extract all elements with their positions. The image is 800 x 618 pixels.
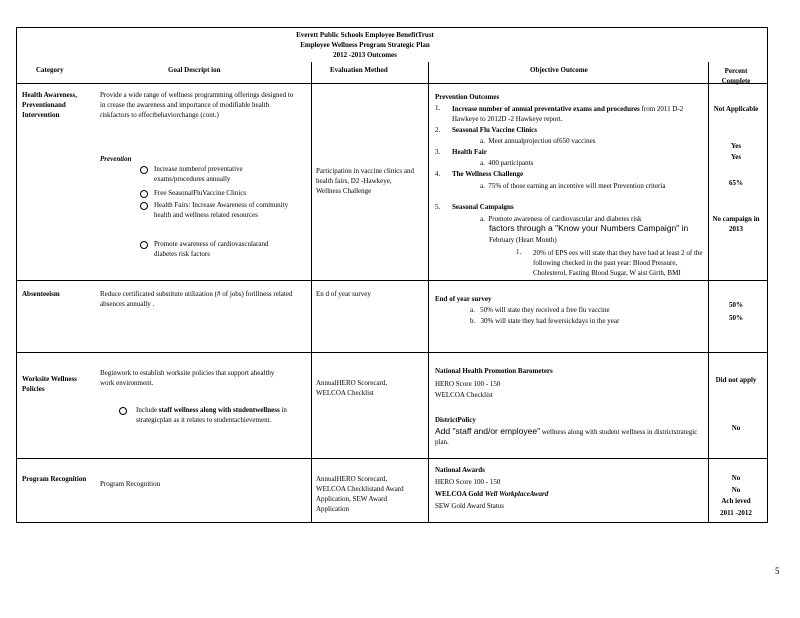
col-divider-eval xyxy=(311,62,312,523)
pct-health-2b: Yes xyxy=(730,153,742,161)
category-worksite: Worksite Wellness Policies xyxy=(22,375,77,393)
header-objective: Objective Outcome xyxy=(530,66,588,74)
header-divider xyxy=(16,83,768,84)
header-goal: Goal Descript ion xyxy=(168,66,221,74)
goal-worksite-bullet: Include staff wellness along with studentwellness in strategicplan as it relates to studentachievement. xyxy=(136,406,287,424)
pct-health-2a: Yes xyxy=(730,142,742,150)
pct-worksite-b: No xyxy=(731,424,741,432)
evaluation-absenteeism: En d of year survey xyxy=(316,290,371,298)
obj-prevention-heading: Prevention Outcomes xyxy=(435,93,500,101)
header-category: Category xyxy=(36,66,64,74)
goal-bullet-4: Promote awareness of cardiovascularand diabetes risk factors xyxy=(154,240,269,258)
goal-recognition: Program Recognition xyxy=(100,480,161,488)
pct-absenteeism-a: 50% xyxy=(729,301,743,309)
obj-absenteeism-a: a. 50% will state they received a free flu vaccine xyxy=(470,306,610,314)
obj-recognition-sew: SEW Gold Award Status xyxy=(435,502,505,510)
page-number: 5 xyxy=(775,566,780,576)
obj-item-4a: a. 75% of those earning an incentive will meet Prevention criteria xyxy=(480,182,666,190)
prevention-label: Prevention xyxy=(100,155,132,163)
pct-health-4: No campaign in 2013 xyxy=(712,215,760,233)
table-bottom-border xyxy=(16,522,768,523)
pct-worksite-a: Did not apply xyxy=(715,376,757,384)
header-percent: Percent Complete xyxy=(721,67,751,85)
row-divider-3 xyxy=(16,458,768,459)
goal-absenteeism: Reduce certificated substitute utilization (# of jobs) forillness related absences annually . xyxy=(100,290,293,308)
obj-absenteeism-b: b. 30% will state they had fewersickdays in the year xyxy=(470,317,620,325)
title-line-1: Everett Public Schools Employee BenefitTrust xyxy=(296,31,434,39)
obj-worksite-heading: National Health Promotion Barometers xyxy=(435,367,553,375)
evaluation-health: Participation in vaccine clinics and health fairs, D2 -Hawkeye, Wellness Challenge xyxy=(316,167,414,195)
title-line-3: 2012 -2013 Outcomes xyxy=(333,51,397,59)
bullet-icon xyxy=(140,190,148,198)
table-left-border xyxy=(16,27,17,523)
evaluation-worksite: AnnualHERO Scorecard, WELCOA Checklist xyxy=(316,379,388,397)
col-divider-obj xyxy=(428,62,429,523)
row-divider-1 xyxy=(16,280,768,281)
obj-item-3: Health Fair xyxy=(452,148,487,156)
obj-recognition-hero: HERO Score 100 - 150 xyxy=(435,478,501,486)
obj-num-1: 1. xyxy=(435,104,441,112)
obj-item-5-big: factors through a "Know your Numbers Campaign" in xyxy=(489,223,689,233)
goal-bullet-2: Free SeasonalFluVaccine Clinics xyxy=(154,189,247,197)
bullet-icon xyxy=(119,407,127,415)
table-right-border xyxy=(767,27,768,523)
col-divider-pct xyxy=(708,62,709,523)
obj-item-2a: a. Meet annualprojection of650 vaccines xyxy=(480,137,596,145)
obj-item-4: The Wellness Challenge xyxy=(452,170,524,178)
obj-item-5-1: 20% of EPS ees will state that they have had at least 2 of the following checked in the past year: Blood Pressure, Cholesterol, Fasting Blood Sugar, W aist Girth, BMI xyxy=(533,249,703,277)
goal-bullet-1: Increase numberof preventative exams/procedures annually xyxy=(154,165,243,183)
bullet-icon xyxy=(140,166,148,174)
obj-item-5: Seasonal Campaigns xyxy=(452,203,514,211)
obj-absenteeism-heading: End of year survey xyxy=(435,295,492,303)
table-top-border xyxy=(16,27,768,28)
pct-health-1: Not Applicable xyxy=(713,105,759,113)
obj-num-2: 2. xyxy=(435,126,441,134)
document-title xyxy=(280,30,450,60)
obj-item-3a: a. 400 participants xyxy=(480,159,534,167)
row-divider-2 xyxy=(16,352,768,353)
obj-item-5c: February (Heart Month) xyxy=(489,236,557,244)
obj-num-4: 4. xyxy=(435,170,441,178)
goal-bullet-3: Health Fairs: Increase Awareness of community health and wellness related resources xyxy=(154,201,289,219)
pct-recognition-d: 2011 -2012 xyxy=(720,509,752,517)
goal-worksite: Beginwork to establish worksite policies that support ahealthy work environment. xyxy=(100,369,275,387)
obj-worksite-add: Add "staff and/or employee" wellness along with student wellness in districtstrategic plan. xyxy=(435,426,698,446)
title-line-2: Employee Wellness Program Strategic Plan xyxy=(300,41,430,49)
obj-item-1: Increase number of annual preventative exams and procedures from 2011 D-2 Hawkeye to 2012D -2 Hawkeye report. xyxy=(452,105,684,123)
obj-num-3: 3. xyxy=(435,148,441,156)
bullet-icon xyxy=(140,202,148,210)
pct-health-3: 65% xyxy=(729,179,743,187)
pct-absenteeism-b: 50% xyxy=(729,314,743,322)
obj-recognition-heading: National Awards xyxy=(435,466,485,474)
pct-recognition-b: No xyxy=(731,486,741,494)
goal-health-text: Provide a wide range of wellness programming offerings designed to in crease the awareness and importance of modifiable health riskfactors to effectbehaviorchange (cont.) xyxy=(100,91,294,119)
obj-item-5a: a. Promote awareness of cardiovascular and diabetes risk xyxy=(480,215,642,223)
obj-item-2: Seasonal Flu Vaccine Clinics xyxy=(452,126,537,134)
obj-num-5-1: 1. xyxy=(516,248,522,256)
pct-recognition-c: Ach ieved xyxy=(721,497,751,505)
category-recognition: Program Recognition xyxy=(22,475,87,483)
obj-worksite-hero: HERO Score 100 - 150 xyxy=(435,380,501,388)
obj-worksite-district: DistrictPolicy xyxy=(435,416,476,424)
bullet-icon xyxy=(140,241,148,249)
obj-num-5: 5. xyxy=(435,203,441,211)
pct-recognition-a: No xyxy=(731,474,741,482)
obj-recognition-welcoa: WELCOA Gold Well WorkplaceAward xyxy=(435,490,549,498)
header-evaluation: Evaluation Method xyxy=(330,66,388,74)
obj-worksite-welcoa: WELCOA Checklist xyxy=(435,391,493,399)
evaluation-recognition: AnnualHERO Scorecard, WELCOA Checklistand Award Application, SEW Award Application xyxy=(316,475,404,513)
category-absenteeism: Absenteeism xyxy=(22,290,60,298)
category-health: Health Awareness, Preventionand Intervention xyxy=(22,91,77,119)
